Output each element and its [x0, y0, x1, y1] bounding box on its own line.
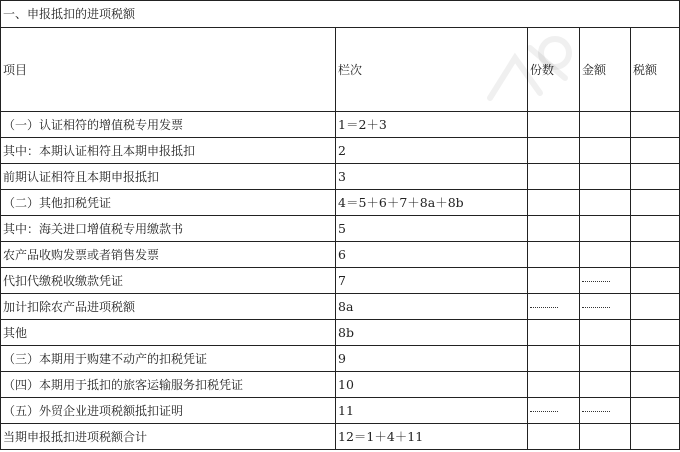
table-row	[1, 372, 680, 398]
copies-cell[interactable]	[528, 424, 580, 450]
row-item: 当期申报抵扣进项税额合计	[1, 424, 336, 450]
copies-cell[interactable]	[528, 138, 580, 164]
header-column-no: 栏次	[336, 28, 528, 112]
amount-cell-disabled	[580, 398, 631, 424]
disabled-dash	[582, 411, 610, 412]
amount-cell[interactable]	[580, 216, 631, 242]
table-row	[1, 164, 680, 190]
header-copies: 份数	[528, 28, 580, 112]
row-item: 农产品收购发票或者销售发票	[1, 242, 336, 268]
copies-cell[interactable]	[528, 190, 580, 216]
disabled-dash	[582, 281, 610, 282]
tax-cell[interactable]	[631, 268, 680, 294]
copies-cell-disabled	[528, 294, 580, 320]
tax-cell[interactable]	[631, 424, 680, 450]
header-tax: 税额	[631, 28, 680, 112]
row-item: 加计扣除农产品进项税额	[1, 294, 336, 320]
amount-cell[interactable]	[580, 112, 631, 138]
header-item: 项目	[1, 28, 336, 112]
table-title: 一、申报抵扣的进项税额	[1, 1, 680, 28]
amount-cell[interactable]	[580, 190, 631, 216]
disabled-dash	[530, 307, 558, 308]
row-column-no: 1＝2＋3	[336, 112, 528, 138]
header-row	[1, 28, 680, 112]
tax-cell[interactable]	[631, 242, 680, 268]
amount-cell[interactable]	[580, 424, 631, 450]
copies-cell[interactable]	[528, 242, 580, 268]
row-column-no: 7	[336, 268, 528, 294]
table-row	[1, 294, 680, 320]
table-row	[1, 242, 680, 268]
table-row	[1, 398, 680, 424]
tax-cell[interactable]	[631, 398, 680, 424]
table-row	[1, 138, 680, 164]
row-column-no: 5	[336, 216, 528, 242]
copies-cell[interactable]	[528, 112, 580, 138]
row-item: 前期认证相符且本期申报抵扣	[1, 164, 336, 190]
tax-cell[interactable]	[631, 320, 680, 346]
table-row	[1, 216, 680, 242]
disabled-dash	[530, 411, 558, 412]
row-column-no: 3	[336, 164, 528, 190]
row-item: 其他	[1, 320, 336, 346]
title-row	[1, 1, 680, 28]
copies-cell[interactable]	[528, 346, 580, 372]
copies-cell[interactable]	[528, 216, 580, 242]
table-row	[1, 268, 680, 294]
tax-cell[interactable]	[631, 164, 680, 190]
amount-cell[interactable]	[580, 138, 631, 164]
amount-cell[interactable]	[580, 372, 631, 398]
table-row	[1, 320, 680, 346]
row-item: （二）其他扣税凭证	[1, 190, 336, 216]
tax-cell[interactable]	[631, 138, 680, 164]
table-row	[1, 424, 680, 450]
copies-cell-disabled	[528, 398, 580, 424]
copies-cell[interactable]	[528, 372, 580, 398]
row-item: （三）本期用于购建不动产的扣税凭证	[1, 346, 336, 372]
amount-cell-disabled	[580, 268, 631, 294]
amount-cell[interactable]	[580, 242, 631, 268]
tax-cell[interactable]	[631, 346, 680, 372]
amount-cell-disabled	[580, 294, 631, 320]
row-item: 代扣代缴税收缴款凭证	[1, 268, 336, 294]
table-row	[1, 346, 680, 372]
row-column-no: 2	[336, 138, 528, 164]
row-item: 其中：本期认证相符且本期申报抵扣	[1, 138, 336, 164]
row-column-no: 10	[336, 372, 528, 398]
tax-cell[interactable]	[631, 190, 680, 216]
row-column-no: 8a	[336, 294, 528, 320]
row-item: （五）外贸企业进项税额抵扣证明	[1, 398, 336, 424]
amount-cell[interactable]	[580, 320, 631, 346]
disabled-dash	[582, 307, 610, 308]
row-column-no: 11	[336, 398, 528, 424]
amount-cell[interactable]	[580, 346, 631, 372]
header-amount: 金额	[580, 28, 631, 112]
copies-cell[interactable]	[528, 320, 580, 346]
row-item: （一）认证相符的增值税专用发票	[1, 112, 336, 138]
row-column-no: 12＝1＋4＋11	[336, 424, 528, 450]
copies-cell[interactable]	[528, 268, 580, 294]
row-column-no: 6	[336, 242, 528, 268]
row-item: 其中：海关进口增值税专用缴款书	[1, 216, 336, 242]
table-row	[1, 190, 680, 216]
row-column-no: 8b	[336, 320, 528, 346]
table-row	[1, 112, 680, 138]
tax-cell[interactable]	[631, 294, 680, 320]
tax-cell[interactable]	[631, 372, 680, 398]
row-column-no: 4＝5＋6＋7＋8a＋8b	[336, 190, 528, 216]
row-item: （四）本期用于抵扣的旅客运输服务扣税凭证	[1, 372, 336, 398]
tax-cell[interactable]	[631, 112, 680, 138]
tax-cell[interactable]	[631, 216, 680, 242]
copies-cell[interactable]	[528, 164, 580, 190]
amount-cell[interactable]	[580, 164, 631, 190]
row-column-no: 9	[336, 346, 528, 372]
